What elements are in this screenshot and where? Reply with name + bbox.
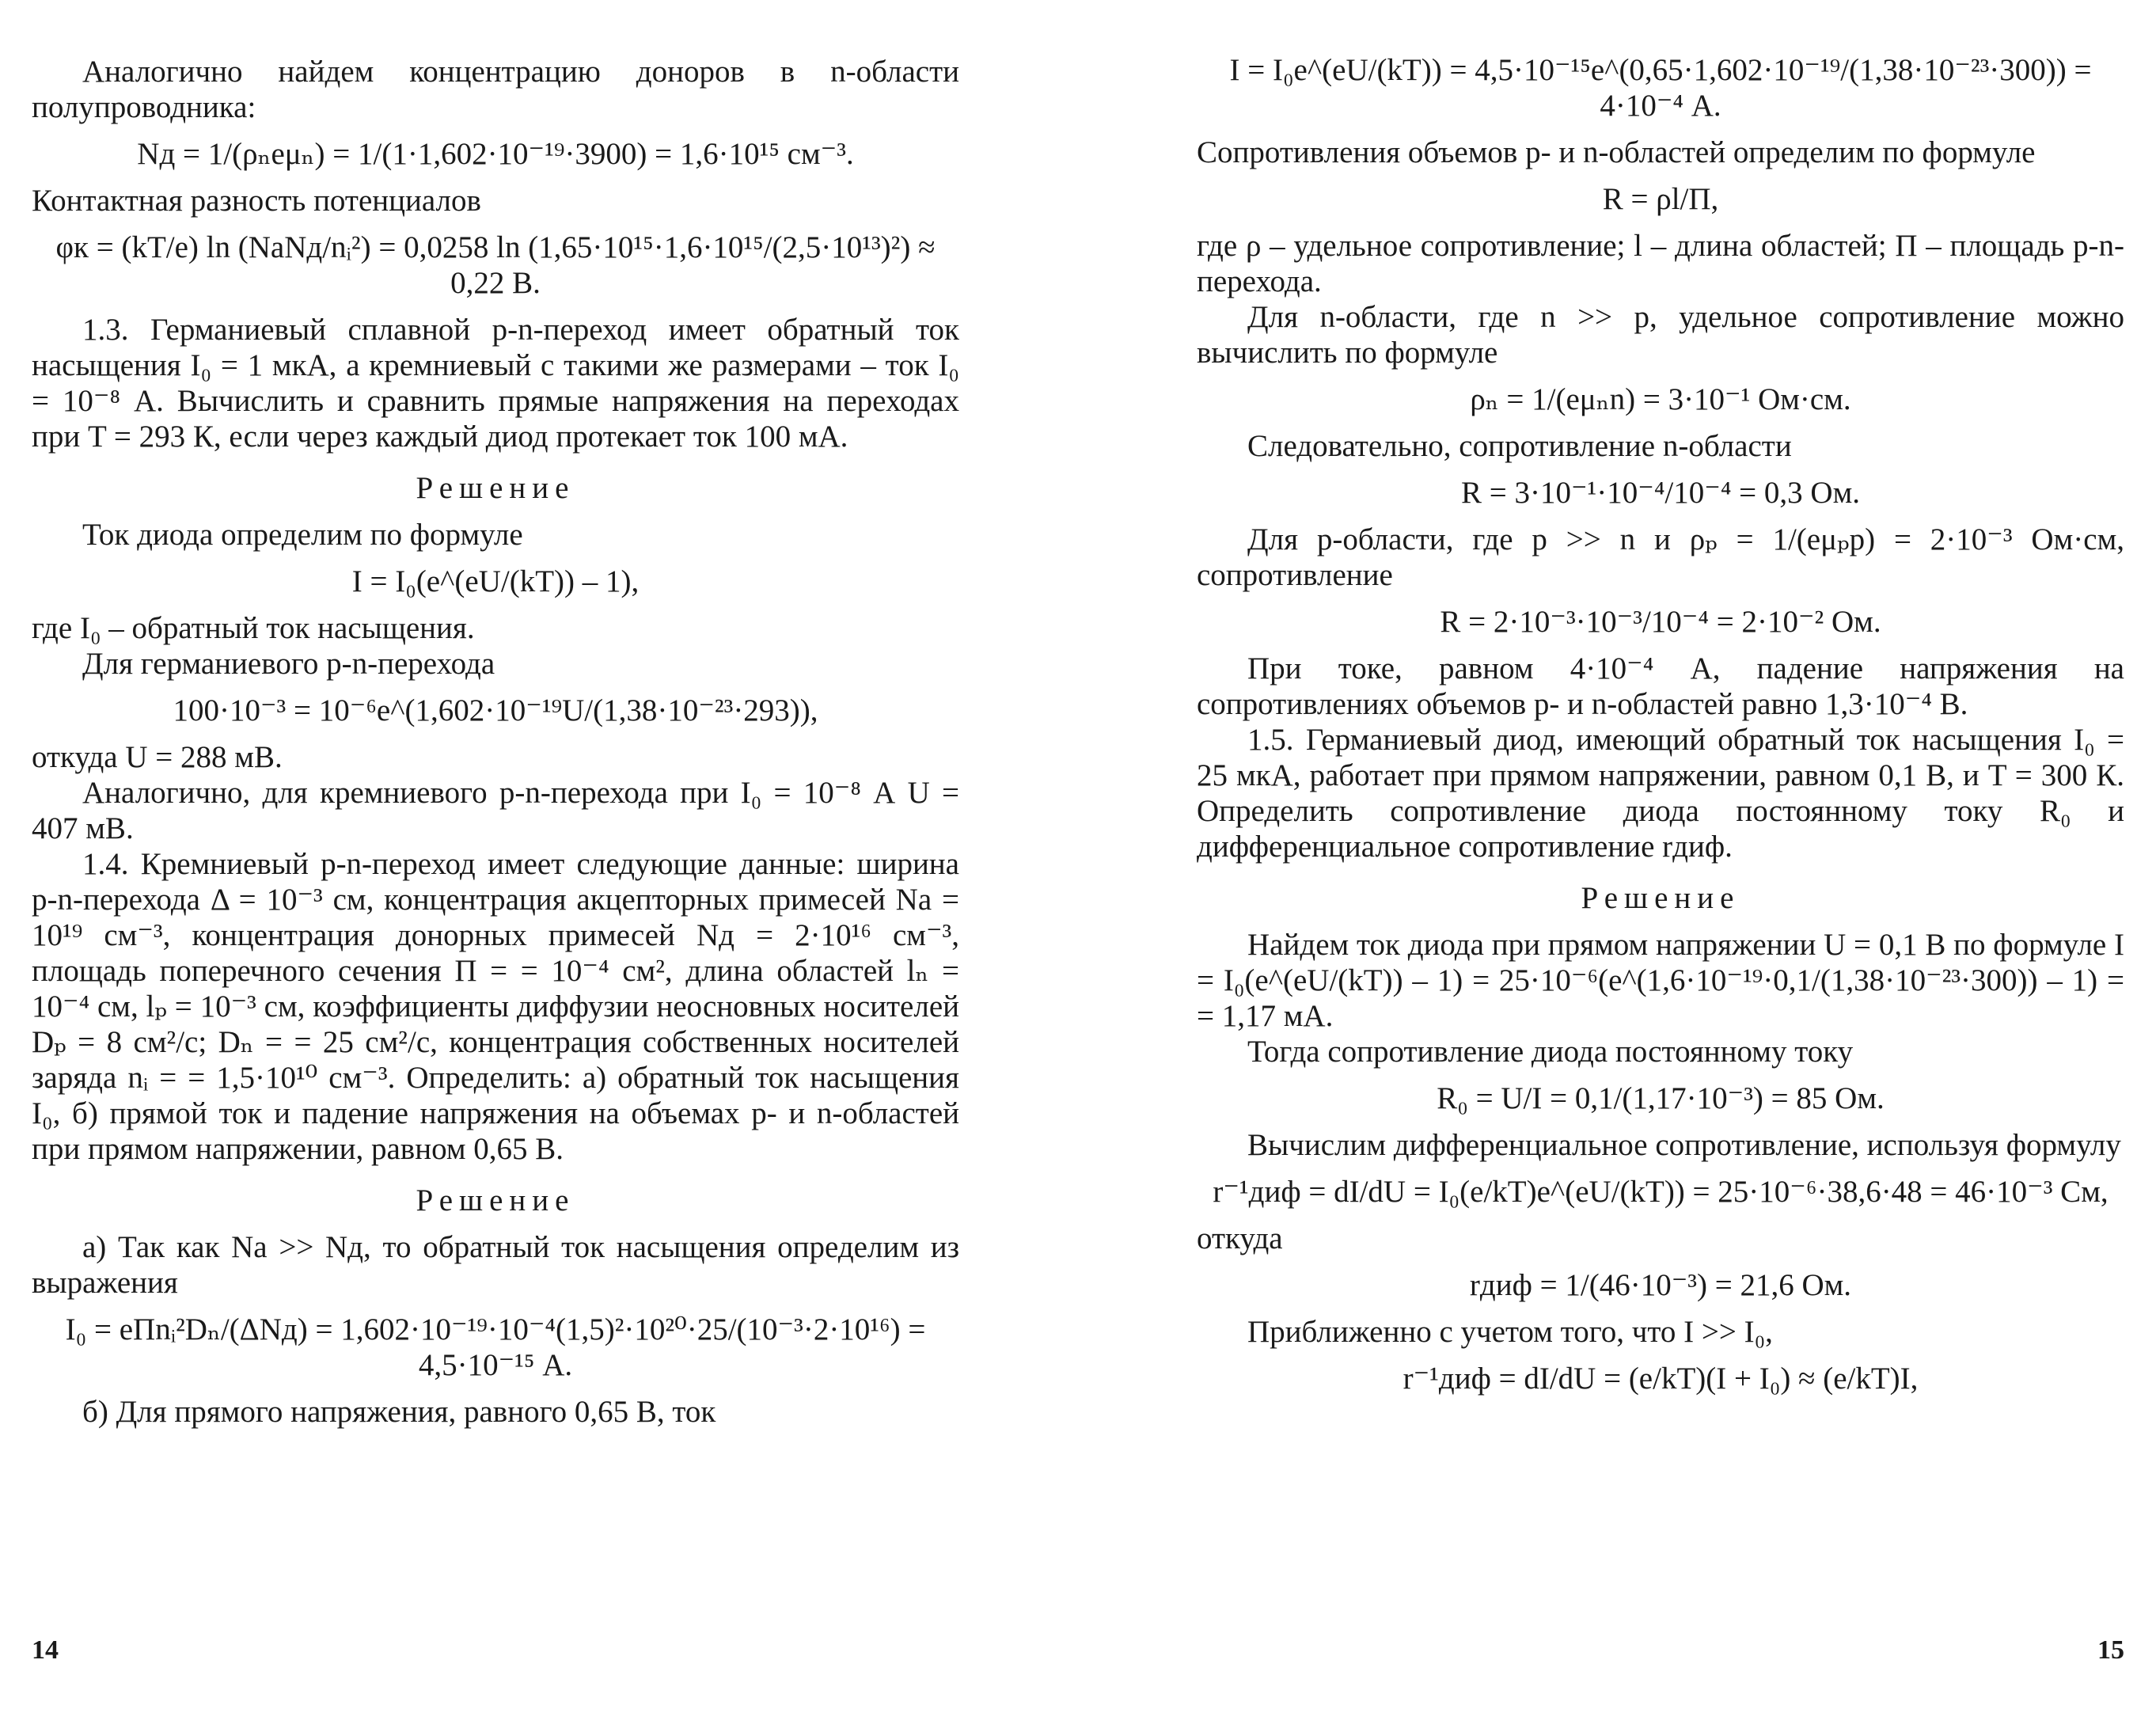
equation: ρₙ = 1/(eμₙn) = 3·10⁻¹ Ом·см. xyxy=(1470,382,1851,416)
paragraph: 1.3. Германиевый сплавной p-n-переход имеет обратный ток насыщения I₀ = 1 мкА, а кремниевый с такими же размерами – ток I₀ = 10⁻⁸ А. Вычислить и сравнить прямые напряжения на переходах при T = 293 К, если через каждый диод протекает ток 100 мА. xyxy=(32,313,959,454)
paragraph: откуда xyxy=(1197,1221,1283,1255)
paragraph: где ρ – удельное сопротивление; l – длина областей; П – площадь p-n-перехода. xyxy=(1197,229,2124,298)
paragraph: откуда U = 288 мВ. xyxy=(32,740,283,774)
section-heading: Решение xyxy=(416,471,575,505)
paragraph: Для n-области, где n >> p, удельное сопротивление можно вычислить по формуле xyxy=(1197,300,2124,370)
paragraph: где I₀ – обратный ток насыщения. xyxy=(32,611,475,645)
paragraph: Тогда сопротивление диода постоянному току xyxy=(1247,1035,1854,1069)
page-number: 14 xyxy=(32,1635,59,1665)
paragraph: Аналогично, для кремниевого p-n-перехода при I₀ = 10⁻⁸ А U = 407 мВ. xyxy=(32,776,959,845)
equation: R₀ = U/I = 0,1/(1,17·10⁻³) = 85 Ом. xyxy=(1437,1081,1885,1115)
paragraph: Следовательно, сопротивление n-области xyxy=(1247,429,1792,463)
paragraph: При токе, равном 4·10⁻⁴ А, падение напряжения на сопротивлениях объемов p- и n-областей равно 1,3·10⁻⁴ В. xyxy=(1197,651,2124,721)
equation: 100·10⁻³ = 10⁻⁶e^(1,602·10⁻¹⁹U/(1,38·10⁻²³·293)), xyxy=(173,693,818,727)
paragraph: Ток диода определим по формуле xyxy=(82,518,523,552)
paragraph: Найдем ток диода при прямом напряжении U = 0,1 В по формуле I = I₀(e^(eU/(kT)) – 1) = 25·10⁻⁶(e^(1,6·10⁻¹⁹·0,1/(1,38·10⁻²³·300)) – 1) = = 1,17 мА. xyxy=(1197,928,2124,1033)
equation: r⁻¹диф = dI/dU = (e/kT)(I + I₀) ≈ (e/kT)I, xyxy=(1403,1362,1919,1396)
equation: R = ρl/П, xyxy=(1602,182,1719,216)
page-number: 15 xyxy=(2097,1635,2124,1665)
paragraph: 1.5. Германиевый диод, имеющий обратный ток насыщения I₀ = 25 мкА, работает при прямом напряжении, равном 0,1 В, и T = 300 К. Определить сопротивление диода постоянному току R₀ и дифференциальное сопротивление rдиф. xyxy=(1197,723,2124,864)
equation: r⁻¹диф = dI/dU = I₀(e/kT)e^(eU/(kT)) = 25·10⁻⁶·38,6·48 = 46·10⁻³ См, xyxy=(1213,1175,2109,1209)
paragraph: а) Так как Nа >> Nд, то обратный ток насыщения определим из выражения xyxy=(32,1230,959,1300)
right-page xyxy=(1078,0,2156,1713)
section-heading: Решение xyxy=(1581,881,1740,915)
equation: I = I₀(e^(eU/(kT)) – 1), xyxy=(351,564,640,598)
equation: R = 3·10⁻¹·10⁻⁴/10⁻⁴ = 0,3 Ом. xyxy=(1460,476,1861,510)
equation: I₀ = eПnᵢ²Dₙ/(ΔNд) = 1,602·10⁻¹⁹·10⁻⁴(1,5)²·10²⁰·25/(10⁻³·2·10¹⁶) = 4,5·10⁻¹⁵ А. xyxy=(65,1312,926,1382)
equation: φк = (kT/e) ln (NаNд/nᵢ²) = 0,0258 ln (1,65·10¹⁵·1,6·10¹⁵/(2,5·10¹³)²) ≈ 0,22 В. xyxy=(55,230,936,300)
paragraph: Сопротивления объемов p- и n-областей определим по формуле xyxy=(1197,135,2036,169)
right-page-content xyxy=(1197,52,2124,1396)
equation: Nд = 1/(ρₙeμₙ) = 1/(1·1,602·10⁻¹⁹·3900) = 1,6·10¹⁵ см⁻³. xyxy=(137,137,854,171)
paragraph: 1.4. Кремниевый p-n-переход имеет следующие данные: ширина p-n-перехода Δ = 10⁻³ см, концентрация акцепторных примесей Nа = 10¹⁹ см⁻³, концентрация донорных примесей Nд = 2·10¹⁶ см⁻³, площадь поперечного сечения П = = 10⁻⁴ см², длина областей lₙ = 10⁻⁴ см, lₚ = 10⁻³ см, коэффициенты диффузии неосновных носителей Dₚ = 8 см²/с; Dₙ = = 25 см²/с, концентрация собственных носителей заряда nᵢ = = 1,5·10¹⁰ см⁻³. Определить: а) обратный ток насыщения I₀, б) прямой ток и падение напряжения на объемах p- и n-областей при прямом напряжении, равном 0,65 В. xyxy=(32,847,959,1166)
paragraph: б) Для прямого напряжения, равного 0,65 В, ток xyxy=(82,1395,716,1429)
equation: rдиф = 1/(46·10⁻³) = 21,6 Ом. xyxy=(1469,1268,1852,1302)
paragraph: Для германиевого p-n-перехода xyxy=(82,647,495,681)
paragraph: Приближенно с учетом того, что I >> I₀, xyxy=(1247,1315,1773,1349)
equation: I = I₀e^(eU/(kT)) = 4,5·10⁻¹⁵e^(0,65·1,602·10⁻¹⁹/(1,38·10⁻²³·300)) = 4·10⁻⁴ А. xyxy=(1229,53,2092,123)
paragraph: Вычислим дифференциальное сопротивление, используя формулу xyxy=(1247,1128,2121,1162)
paragraph: Для p-области, где p >> n и ρₚ = 1/(eμₚp) = 2·10⁻³ Ом·см, сопротивление xyxy=(1197,522,2124,592)
section-heading: Решение xyxy=(416,1183,575,1217)
paragraph: Контактная разность потенциалов xyxy=(32,184,481,218)
paragraph: Аналогично найдем концентрацию доноров в n-области полупроводника: xyxy=(32,55,959,124)
equation: R = 2·10⁻³·10⁻³/10⁻⁴ = 2·10⁻² Ом. xyxy=(1440,605,1881,639)
left-page-content xyxy=(32,54,959,1430)
